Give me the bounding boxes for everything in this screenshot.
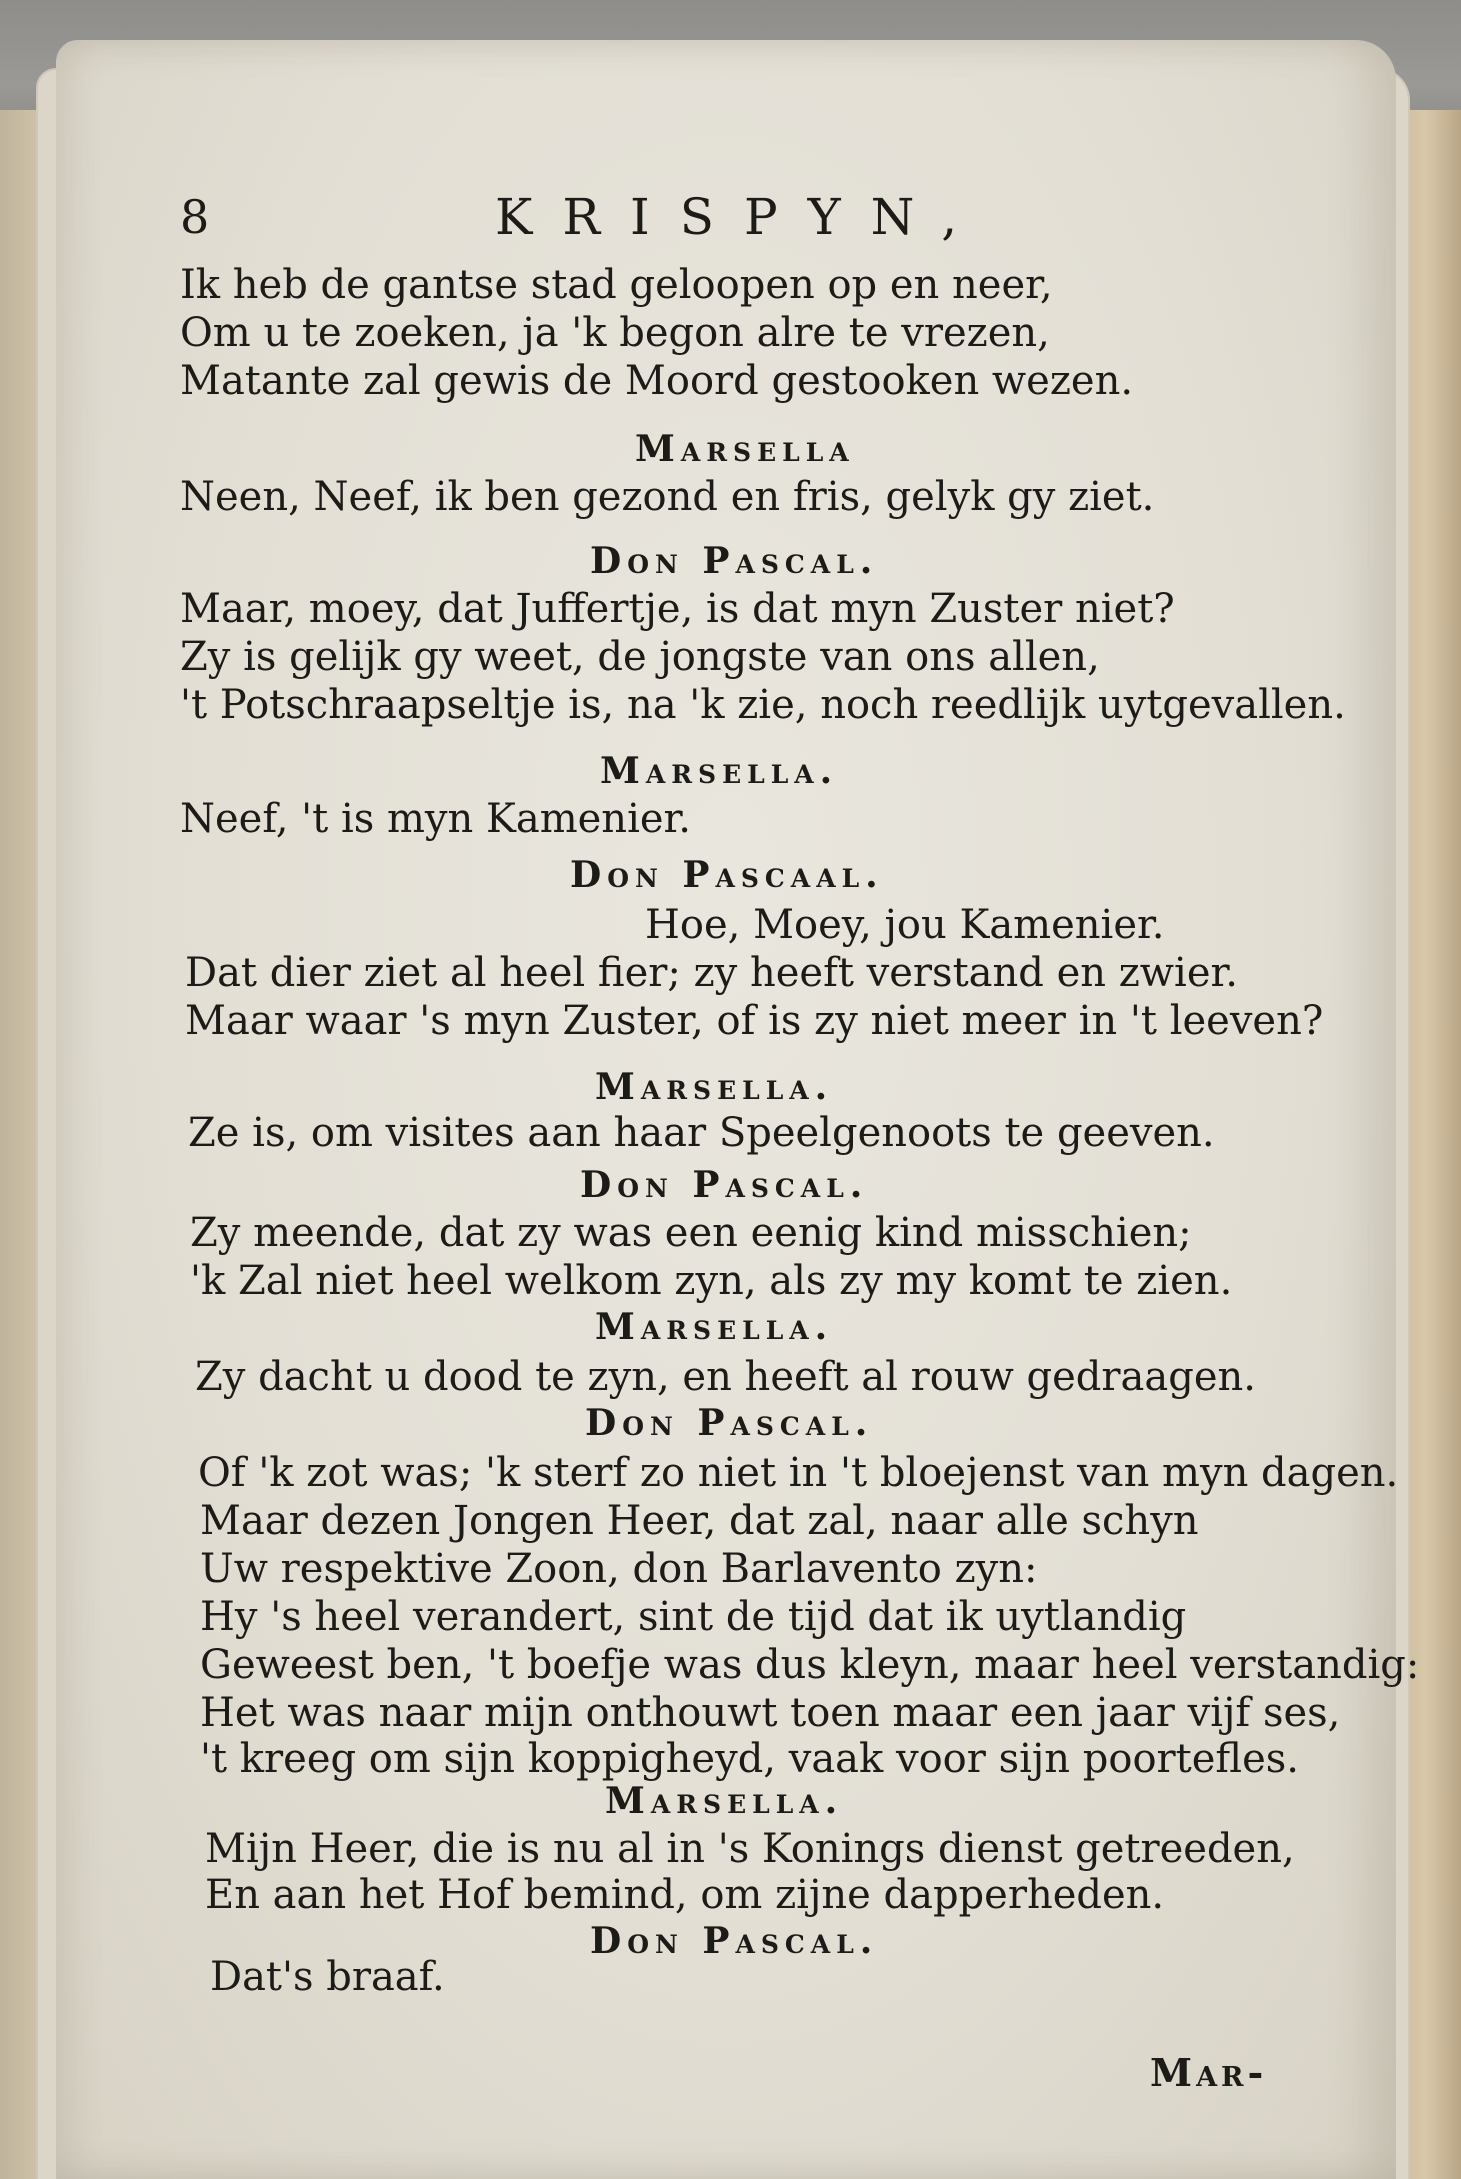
verse-line: Dat dier ziet al heel fier; zy heeft verstand en zwier.: [185, 950, 1238, 996]
verse-line: Zy meende, dat zy was een eenig kind misschien;: [190, 1210, 1192, 1256]
verse-line: 'k Zal niet heel welkom zyn, als zy my komt te zien.: [190, 1258, 1233, 1304]
speaker-name: Marsella: [635, 428, 855, 470]
verse-line: 't kreeg om sijn koppigheyd, vaak voor sijn poortefles.: [200, 1736, 1300, 1782]
verse-line: Maar waar 's myn Zuster, of is zy niet meer in 't leeven?: [185, 998, 1324, 1044]
running-title: KRISPYN,: [495, 188, 988, 246]
verse-line: Maar, moey, dat Juffertje, is dat myn Zuster niet?: [180, 586, 1175, 632]
catchword: Mar-: [1150, 2050, 1268, 2095]
speaker-name: Marsella.: [600, 750, 839, 792]
verse-line: Matante zal gewis de Moord gestooken wezen.: [180, 358, 1134, 404]
verse-line: Hy 's heel verandert, sint de tijd dat ik uytlandig: [200, 1594, 1187, 1640]
verse-line: Ze is, om visites aan haar Speelgenoots te geeven.: [188, 1110, 1215, 1156]
verse-line: Om u te zoeken, ja 'k begon alre te vrezen,: [180, 310, 1050, 356]
verse-line: En aan het Hof bemind, om zijne dapperheden.: [205, 1872, 1165, 1918]
verse-line: Neen, Neef, ik ben gezond en fris, gelyk gy ziet.: [180, 474, 1155, 520]
verse-line: Zy dacht u dood te zyn, en heeft al rouw gedraagen.: [195, 1354, 1256, 1400]
verse-line: Geweest ben, 't boefje was dus kleyn, maar heel verstandig:: [200, 1642, 1420, 1688]
speaker-name: Marsella.: [595, 1066, 834, 1108]
verse-line: Dat's braaf.: [210, 1954, 445, 2000]
verse-line: Hoe, Moey, jou Kamenier.: [645, 902, 1165, 948]
verse-line: Mijn Heer, die is nu al in 's Konings dienst getreeden,: [205, 1826, 1295, 1872]
speaker-name: Don Pascal.: [590, 540, 879, 582]
speaker-name: Don Pascaal.: [570, 854, 884, 896]
verse-line: Neef, 't is myn Kamenier.: [180, 796, 691, 842]
speaker-name: Don Pascal.: [590, 1920, 879, 1962]
verse-line: Ik heb de gantse stad geloopen op en neer,: [180, 262, 1053, 308]
verse-line: 't Potschraapseltje is, na 'k zie, noch reedlijk uytgevallen.: [180, 682, 1346, 728]
page-number: 8: [180, 190, 210, 244]
verse-line: Het was naar mijn onthouwt toen maar een jaar vijf ses,: [200, 1690, 1341, 1736]
verse-line: Zy is gelijk gy weet, de jongste van ons allen,: [180, 634, 1100, 680]
verse-line: Of 'k zot was; 'k sterf zo niet in 't bloejenst van myn dagen.: [198, 1450, 1399, 1496]
speaker-name: Don Pascal.: [580, 1164, 869, 1206]
speaker-name: Don Pascal.: [585, 1402, 874, 1444]
speaker-name: Marsella.: [605, 1780, 844, 1822]
verse-line: Maar dezen Jongen Heer, dat zal, naar alle schyn: [200, 1498, 1199, 1544]
speaker-name: Marsella.: [595, 1306, 834, 1348]
verse-line: Uw respektive Zoon, don Barlavento zyn:: [200, 1546, 1038, 1592]
